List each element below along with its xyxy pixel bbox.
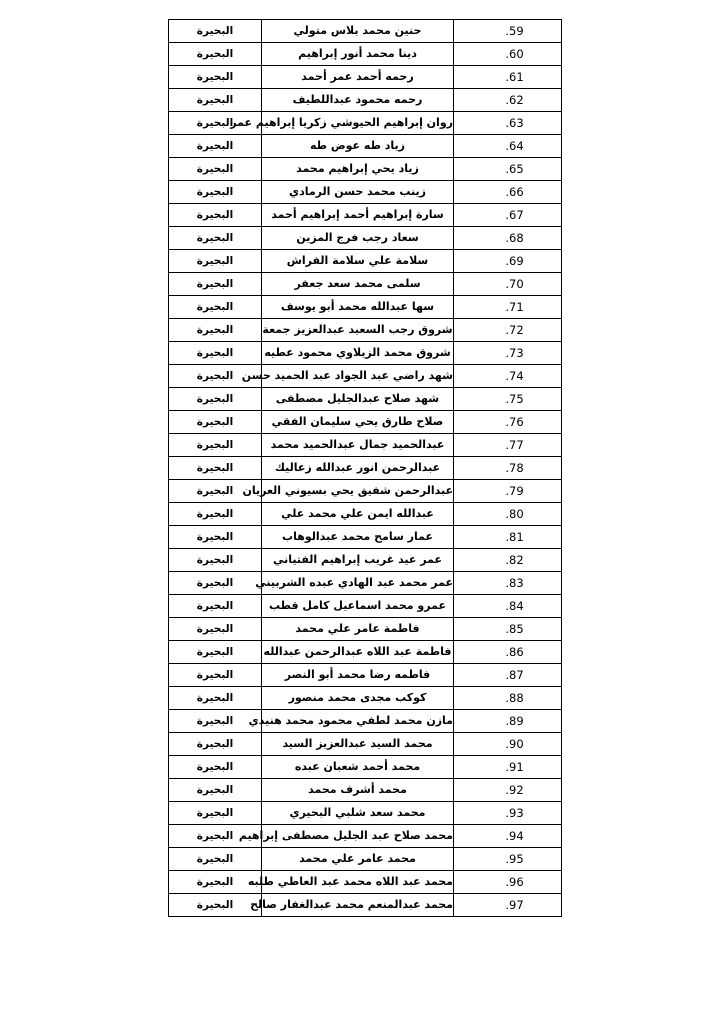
name-cell: سلامة علي سلامة الفراش	[262, 250, 454, 273]
row-number-cell: .66	[454, 181, 562, 204]
row-number-cell: .72	[454, 319, 562, 342]
name-cell: فاطمة عامر علي محمد	[262, 618, 454, 641]
name-cell: محمد صلاح عبد الجليل مصطفى إبراهيم	[262, 825, 454, 848]
table-row	[169, 595, 562, 618]
governorate-cell: البحيرة	[169, 733, 262, 756]
name-cell: محمد أحمد شعبان عبده	[262, 756, 454, 779]
table-row	[169, 641, 562, 664]
row-number-cell: .86	[454, 641, 562, 664]
table-row	[169, 664, 562, 687]
governorate-cell: البحيرة	[169, 411, 262, 434]
governorate-cell: البحيرة	[169, 641, 262, 664]
governorate-cell: البحيرة	[169, 480, 262, 503]
governorate-cell: البحيرة	[169, 871, 262, 894]
names-table-body	[169, 20, 562, 917]
name-cell: حنين محمد بلاس متولي	[262, 20, 454, 43]
name-cell: عمرو محمد اسماعيل كامل قطب	[262, 595, 454, 618]
row-number-cell: .85	[454, 618, 562, 641]
governorate-cell: البحيرة	[169, 664, 262, 687]
table-row	[169, 779, 562, 802]
name-cell: روان إبراهيم الحيوشي زكريا إبراهيم عمر	[262, 112, 454, 135]
row-number-cell: .88	[454, 687, 562, 710]
table-row	[169, 733, 562, 756]
governorate-cell: البحيرة	[169, 572, 262, 595]
name-cell: سارة إبراهيم أحمد إبراهيم أحمد	[262, 204, 454, 227]
name-cell: شروق محمد الزيلاوي محمود عطيه	[262, 342, 454, 365]
governorate-cell: البحيرة	[169, 825, 262, 848]
row-number-cell: .96	[454, 871, 562, 894]
table-row	[169, 480, 562, 503]
governorate-cell: البحيرة	[169, 181, 262, 204]
name-cell: شروق رجب السعيد عبدالعزيز جمعة	[262, 319, 454, 342]
row-number-cell: .77	[454, 434, 562, 457]
table-row	[169, 20, 562, 43]
row-number-cell: .68	[454, 227, 562, 250]
table-row	[169, 89, 562, 112]
name-cell: عبدالرحمن انور عبدالله زعاليك	[262, 457, 454, 480]
governorate-cell: البحيرة	[169, 526, 262, 549]
row-number-cell: .87	[454, 664, 562, 687]
governorate-cell: البحيرة	[169, 779, 262, 802]
name-cell: فاطمه رضا محمد أبو النصر	[262, 664, 454, 687]
governorate-cell: البحيرة	[169, 43, 262, 66]
governorate-cell: البحيرة	[169, 319, 262, 342]
row-number-cell: .67	[454, 204, 562, 227]
row-number-cell: .91	[454, 756, 562, 779]
row-number-cell: .60	[454, 43, 562, 66]
name-cell: سعاد رجب فرج المزين	[262, 227, 454, 250]
governorate-cell: البحيرة	[169, 549, 262, 572]
governorate-cell: البحيرة	[169, 296, 262, 319]
governorate-cell: البحيرة	[169, 66, 262, 89]
name-cell: شهد راضي عبد الجواد عبد الحميد حسن	[262, 365, 454, 388]
row-number-cell: .89	[454, 710, 562, 733]
table-row	[169, 457, 562, 480]
names-table	[168, 19, 562, 917]
table-row	[169, 526, 562, 549]
name-cell: فاطمة عبد اللاه عبدالرحمن عبدالله	[262, 641, 454, 664]
row-number-cell: .93	[454, 802, 562, 825]
row-number-cell: .81	[454, 526, 562, 549]
table-row	[169, 756, 562, 779]
governorate-cell: البحيرة	[169, 20, 262, 43]
governorate-cell: البحيرة	[169, 756, 262, 779]
governorate-cell: البحيرة	[169, 89, 262, 112]
row-number-cell: .69	[454, 250, 562, 273]
row-number-cell: .78	[454, 457, 562, 480]
governorate-cell: البحيرة	[169, 273, 262, 296]
table-row	[169, 181, 562, 204]
row-number-cell: .73	[454, 342, 562, 365]
name-cell: عبدالحميد جمال عبدالحميد محمد	[262, 434, 454, 457]
row-number-cell: .71	[454, 296, 562, 319]
row-number-cell: .97	[454, 894, 562, 917]
table-row	[169, 549, 562, 572]
row-number-cell: .76	[454, 411, 562, 434]
governorate-cell: البحيرة	[169, 112, 262, 135]
governorate-cell: البحيرة	[169, 434, 262, 457]
governorate-cell: البحيرة	[169, 687, 262, 710]
row-number-cell: .82	[454, 549, 562, 572]
name-cell: عبدالله ايمن علي محمد علي	[262, 503, 454, 526]
table-row	[169, 802, 562, 825]
name-cell: سلمى محمد سعد جعفر	[262, 273, 454, 296]
governorate-cell: البحيرة	[169, 710, 262, 733]
name-cell: عبدالرحمن شفيق يحي بسيوني العريان	[262, 480, 454, 503]
name-cell: دينا محمد أنور إبراهيم	[262, 43, 454, 66]
table-row	[169, 296, 562, 319]
table-row	[169, 112, 562, 135]
row-number-cell: .90	[454, 733, 562, 756]
table-row	[169, 227, 562, 250]
row-number-cell: .92	[454, 779, 562, 802]
governorate-cell: البحيرة	[169, 227, 262, 250]
table-row	[169, 273, 562, 296]
row-number-cell: .62	[454, 89, 562, 112]
table-row	[169, 158, 562, 181]
row-number-cell: .61	[454, 66, 562, 89]
table-row	[169, 848, 562, 871]
name-cell: كوكب مجدى محمد منصور	[262, 687, 454, 710]
table-row	[169, 388, 562, 411]
name-cell: زينب محمد حسن الرمادي	[262, 181, 454, 204]
table-row	[169, 434, 562, 457]
governorate-cell: البحيرة	[169, 848, 262, 871]
table-row	[169, 66, 562, 89]
name-cell: زياد يحي إبراهيم محمد	[262, 158, 454, 181]
name-cell: محمد السيد عبدالعزيز السيد	[262, 733, 454, 756]
governorate-cell: البحيرة	[169, 250, 262, 273]
governorate-cell: البحيرة	[169, 802, 262, 825]
row-number-cell: .83	[454, 572, 562, 595]
table-row	[169, 894, 562, 917]
governorate-cell: البحيرة	[169, 365, 262, 388]
table-row	[169, 319, 562, 342]
name-cell: محمد سعد شلبي البحيري	[262, 802, 454, 825]
row-number-cell: .75	[454, 388, 562, 411]
row-number-cell: .80	[454, 503, 562, 526]
name-cell: رحمه أحمد عمر أحمد	[262, 66, 454, 89]
name-cell: محمد عبد اللاه محمد عبد العاطي طلبه	[262, 871, 454, 894]
table-row	[169, 825, 562, 848]
name-cell: محمد أشرف محمد	[262, 779, 454, 802]
table-row	[169, 871, 562, 894]
name-cell: مازن محمد لطفي محمود محمد هنيدي	[262, 710, 454, 733]
row-number-cell: .70	[454, 273, 562, 296]
governorate-cell: البحيرة	[169, 135, 262, 158]
row-number-cell: .79	[454, 480, 562, 503]
table-row	[169, 365, 562, 388]
table-row	[169, 572, 562, 595]
name-cell: زياد طه عوض طه	[262, 135, 454, 158]
row-number-cell: .64	[454, 135, 562, 158]
table-row	[169, 503, 562, 526]
row-number-cell: .63	[454, 112, 562, 135]
row-number-cell: .74	[454, 365, 562, 388]
name-cell: عمر محمد عبد الهادي عبده الشربيني	[262, 572, 454, 595]
name-cell: عمر عيد غريب إبراهيم الفتياني	[262, 549, 454, 572]
row-number-cell: .94	[454, 825, 562, 848]
name-cell: محمد عبدالمنعم محمد عبدالغفار صالح	[262, 894, 454, 917]
table-row	[169, 204, 562, 227]
name-cell: شهد صلاح عبدالجليل مصطفى	[262, 388, 454, 411]
table-row	[169, 687, 562, 710]
governorate-cell: البحيرة	[169, 595, 262, 618]
row-number-cell: .65	[454, 158, 562, 181]
name-cell: عمار سامح محمد عبدالوهاب	[262, 526, 454, 549]
table-row	[169, 250, 562, 273]
name-cell: سها عبدالله محمد أبو يوسف	[262, 296, 454, 319]
governorate-cell: البحيرة	[169, 503, 262, 526]
row-number-cell: .59	[454, 20, 562, 43]
name-cell: صلاح طارق يحي سليمان الفقي	[262, 411, 454, 434]
name-cell: محمد عامر علي محمد	[262, 848, 454, 871]
governorate-cell: البحيرة	[169, 388, 262, 411]
table-row	[169, 135, 562, 158]
governorate-cell: البحيرة	[169, 618, 262, 641]
governorate-cell: البحيرة	[169, 204, 262, 227]
table-row	[169, 43, 562, 66]
governorate-cell: البحيرة	[169, 457, 262, 480]
governorate-cell: البحيرة	[169, 158, 262, 181]
row-number-cell: .95	[454, 848, 562, 871]
governorate-cell: البحيرة	[169, 342, 262, 365]
table-row	[169, 618, 562, 641]
governorate-cell: البحيرة	[169, 894, 262, 917]
name-cell: رحمه محمود عبداللطيف	[262, 89, 454, 112]
table-row	[169, 411, 562, 434]
table-row	[169, 710, 562, 733]
row-number-cell: .84	[454, 595, 562, 618]
table-row	[169, 342, 562, 365]
